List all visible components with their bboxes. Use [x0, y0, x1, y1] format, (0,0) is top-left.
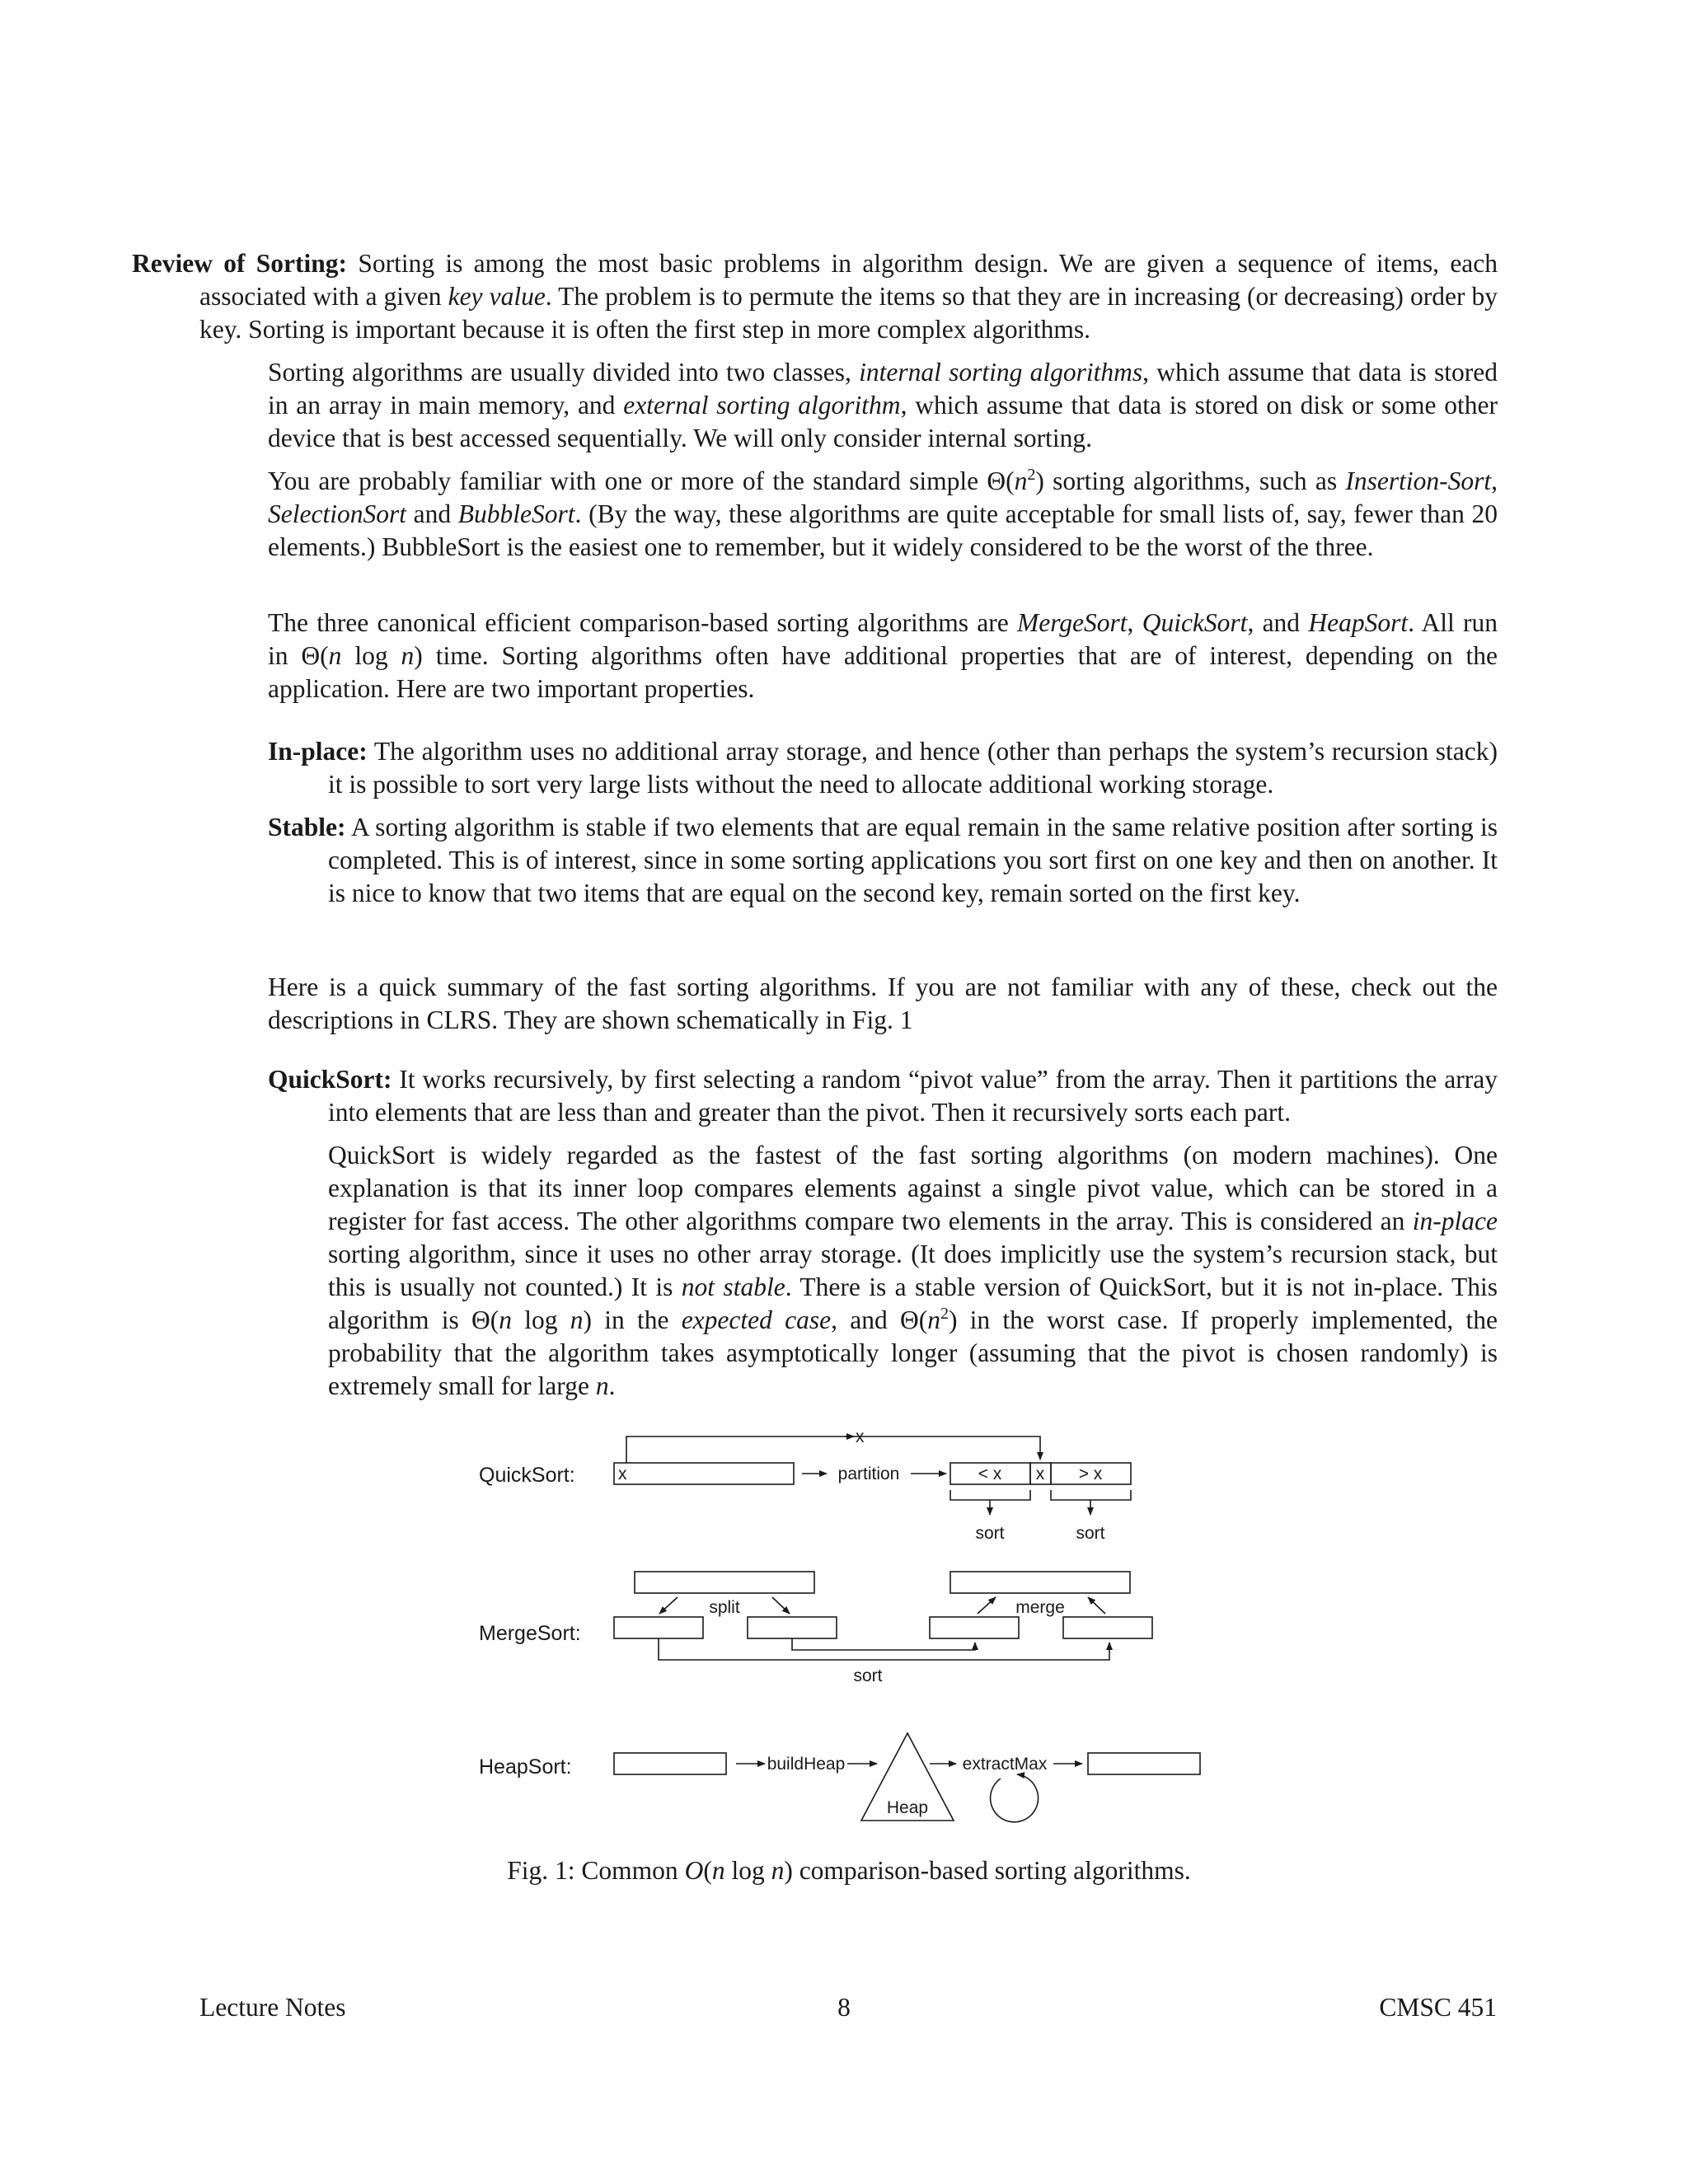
input-pivot-label: x: [618, 1465, 627, 1483]
simple-sorts-paragraph: You are probably familiar with one or more of the standard simple $\Theta(n^2)$ sorting algorithms, such as Insertion-Sort, SelectionSort and BubbleSort. (By the way, these algorithms are quite acceptable for small lists of, say, fewer than 20 elements.) BubbleSort is the easiest one to remember, but it widely considered to be the worst of the three.: [268, 466, 1498, 561]
classes-paragraph: Sorting algorithms are usually divided into two classes, internal sorting algorithms, which assume that data is stored in an array in main memory, and external sorting algorithm, which assume that data is stored on disk or some other device that is best accessed sequentially. We will only consider internal sorting.: [268, 358, 1498, 452]
merge-label: merge: [1015, 1598, 1065, 1617]
split-arrow-right: [772, 1597, 790, 1614]
split-left-half: [614, 1617, 703, 1638]
merge-sort-bracket-outer: [659, 1638, 1109, 1660]
partition-label: partition: [837, 1465, 900, 1483]
right-sort-bracket: [1051, 1490, 1131, 1500]
efficient-sorts-paragraph: The three canonical efficient comparison-based sorting algorithms are MergeSort, QuickSort, and HeapSort. All run in Θ(n log n) time. Sorting algorithms often have additional properties that are of interest, depending on the application. Here are two important properties.: [268, 608, 1498, 703]
extractmax-loop: [991, 1774, 1039, 1822]
merge-left-half: [930, 1617, 1019, 1638]
extractmax-label: extractMax: [962, 1755, 1048, 1774]
heapsort-input-array: [614, 1753, 726, 1774]
split-label: split: [709, 1598, 740, 1617]
quicksort-row-label: QuickSort:: [479, 1464, 575, 1487]
merge-sort-bracket-inner: [792, 1638, 975, 1650]
split-arrow-left: [659, 1597, 678, 1614]
page-number: 8: [837, 1993, 851, 2022]
intro-paragraph: Review of Sorting: Sorting is among the most basic problems in algorithm design. We are given a sequence of items, each associated with a given key value. The problem is to permute the items so that they are in increasing (or decreasing) order by key. Sorting is important because it is often the first step in more complex algorithms.: [132, 249, 1498, 344]
pivot-cell-label: x: [1035, 1465, 1045, 1483]
split-source-array: [635, 1572, 814, 1593]
pivot-bracket: [626, 1436, 1040, 1463]
heapsort-output-array: [1088, 1753, 1200, 1774]
stable-heading: Stable:: [268, 813, 346, 841]
stable-item: Stable: A sorting algorithm is stable if two elements that are equal remain in the same relative position after sorting is completed. This is of interest, since in some sorting applications you sort first on one key and then on another. It is nice to know that two items that are equal on the second key, remain sorted on the first key.: [268, 813, 1498, 907]
sort-right-label: sort: [1076, 1524, 1105, 1543]
mergesort-sort-label: sort: [853, 1666, 883, 1685]
split-right-half: [748, 1617, 837, 1638]
quicksort-input-array: [614, 1463, 794, 1484]
merge-arrow-right: [1088, 1597, 1105, 1614]
quicksort-item: QuickSort: It works recursively, by first selecting a random “pivot value” from the array. Then it partitions the array into elements that are less than and greater than the pivot. Then it recursively sorts each part.: [268, 1065, 1498, 1127]
merge-arrow-left: [978, 1597, 996, 1614]
quicksort-heading: QuickSort:: [268, 1065, 392, 1094]
sorting-schematic-figure: [462, 1430, 1236, 1842]
inplace-item: In-place: The algorithm uses no additional array storage, and hence (other than perhaps the system’s recursion stack) it is possible to sort very large lists without the need to allocate additional working storage.: [268, 737, 1498, 799]
pivot-top-label: x: [856, 1430, 865, 1446]
buildheap-label: buildHeap: [767, 1755, 846, 1774]
left-sort-bracket: [950, 1490, 1030, 1500]
merge-right-half: [1063, 1617, 1152, 1638]
merge-result-array: [950, 1572, 1130, 1593]
greater-than-label: > x: [1078, 1465, 1103, 1483]
quicksort-detail-paragraph: QuickSort is widely regarded as the fastest of the fast sorting algorithms (on modern machines). One explanation is that its inner loop compares elements against a single pivot value, which can be stored in a register for fast access. The other algorithms compare two elements in the array. This is considered an in-place sorting algorithm, since it uses no other array storage. (It does implicitly use the system’s recursion stack, but this is usually not counted.) It is not stable. There is a stable version of QuickSort, but it is not in-place. This algorithm is Θ(n log n) in the expected case, and $\Theta(n^2)$ in the worst case. If properly implemented, the probability that the algorithm takes asymptotically longer (assuming that the pivot is chosen randomly) is extremely small for large n.: [328, 1141, 1498, 1400]
intro-heading: Review of Sorting:: [132, 249, 348, 278]
less-than-label: < x: [978, 1465, 1002, 1483]
summary-paragraph: Here is a quick summary of the fast sorting algorithms. If you are not familiar with any of these, check out the descriptions in CLRS. They are shown schematically in Fig. 1: [268, 972, 1498, 1034]
heapsort-row-label: HeapSort:: [479, 1755, 572, 1779]
footer-left: Lecture Notes: [199, 1993, 346, 2022]
sort-left-label: sort: [975, 1524, 1005, 1543]
footer-right: CMSC 451: [1379, 1993, 1497, 2022]
heap-label: Heap: [886, 1798, 929, 1817]
mergesort-row-label: MergeSort:: [479, 1622, 581, 1645]
inplace-heading: In-place:: [268, 737, 368, 766]
figure-caption: Fig. 1: Common O(n log n) comparison-based sorting algorithms.: [507, 1856, 1191, 1885]
